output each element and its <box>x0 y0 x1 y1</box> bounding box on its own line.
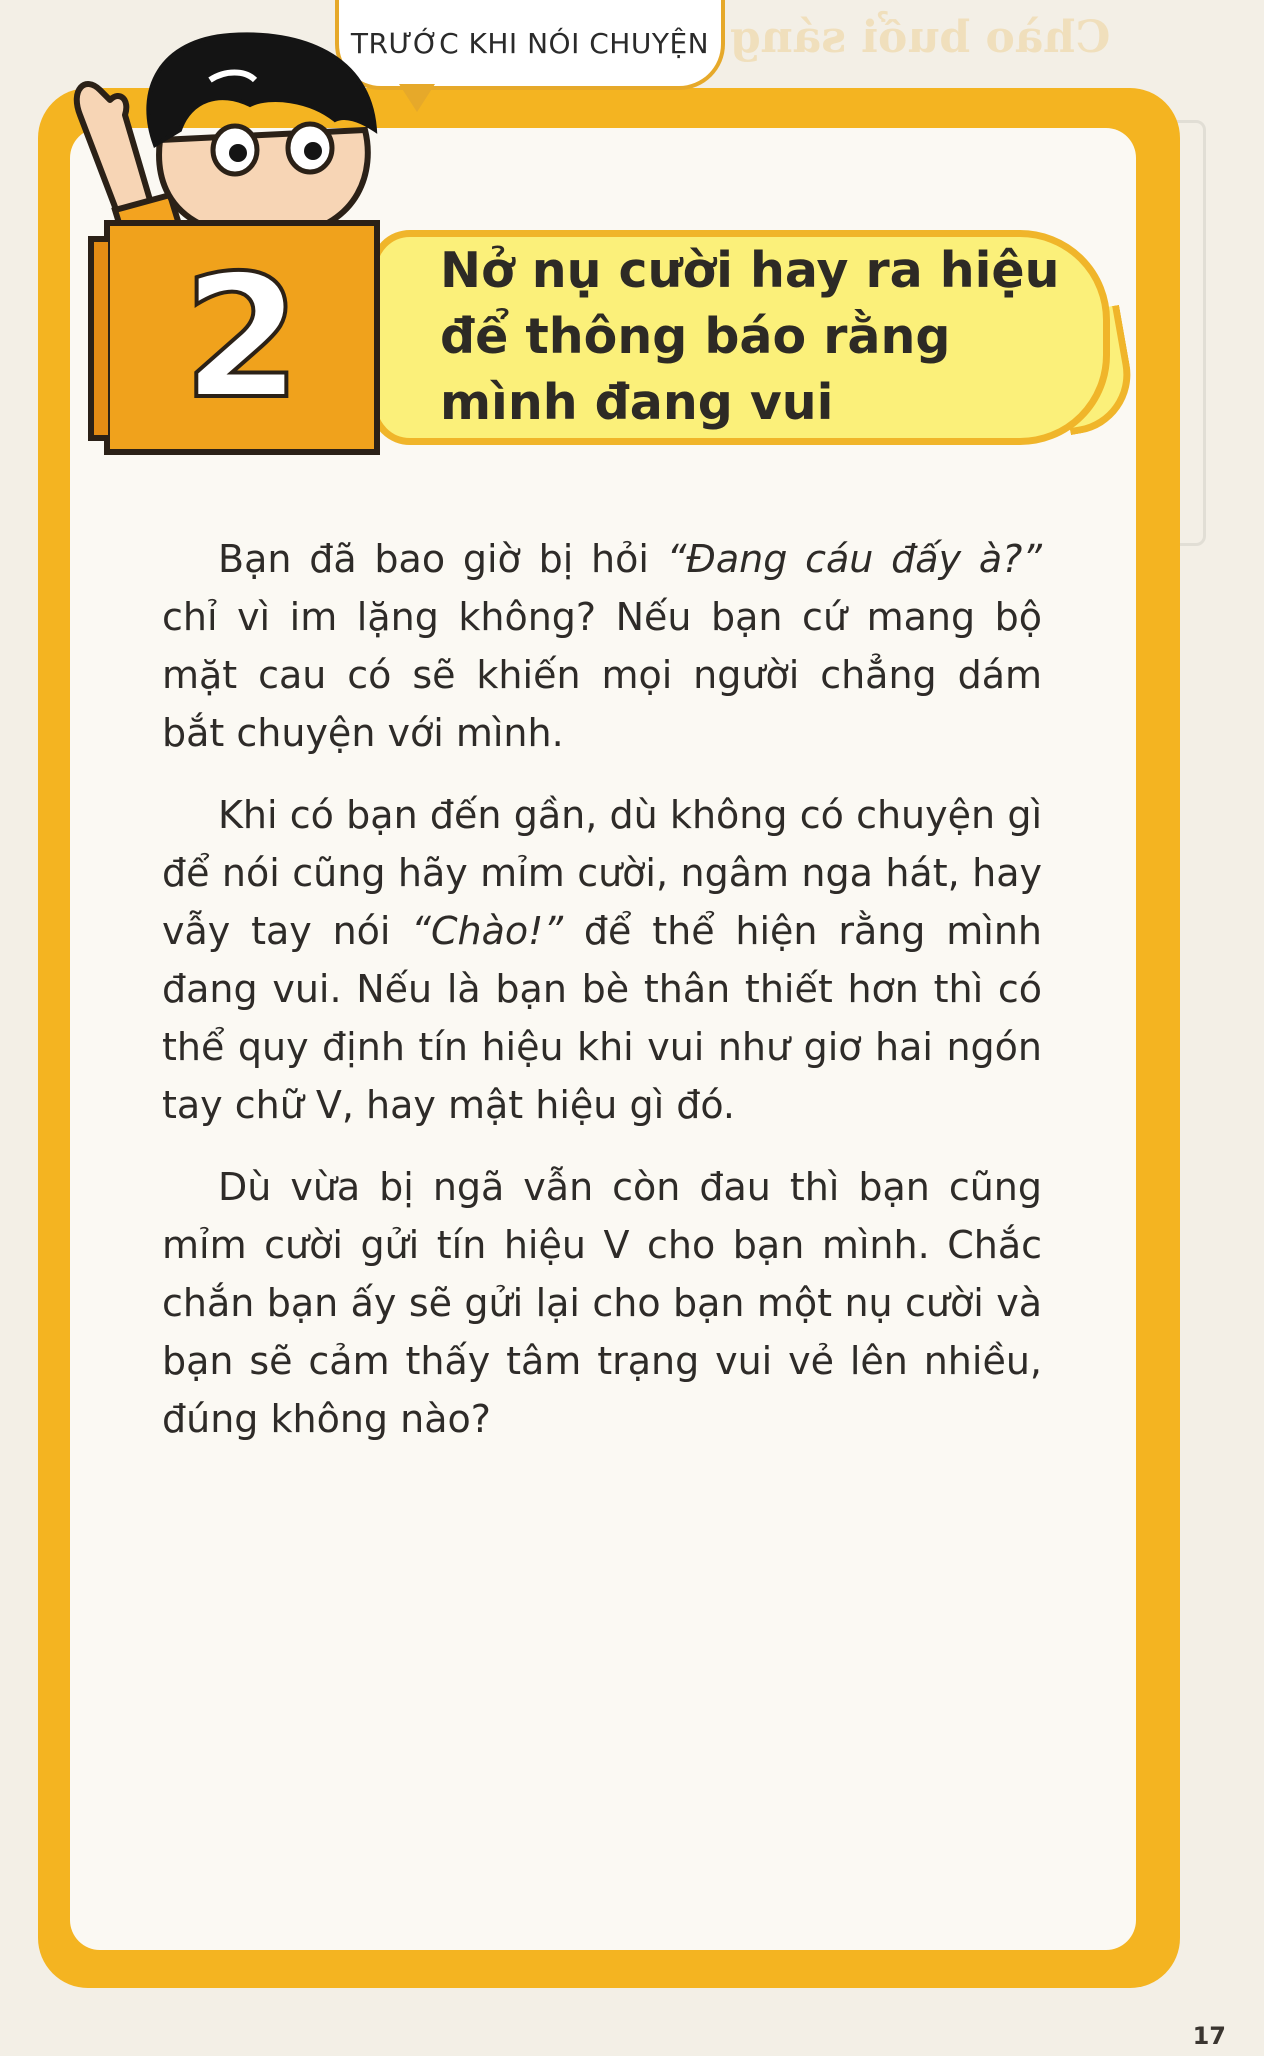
bleed-through-heading: Chào buổi sáng <box>730 12 1111 63</box>
tip-title-line: để thông báo rằng <box>440 308 951 365</box>
tip-title-line: Nở nụ cười hay ra hiệu <box>440 242 1060 299</box>
text-run: Bạn đã bao giờ bị hỏi <box>218 537 667 581</box>
text-run: để thể hiện rằng mình đang vui. Nếu là bạn bè thân thiết hơn thì có thể quy định tín hiệu khi vui như giơ hai ngón tay chữ V, hay mật hiệu gì đó. <box>162 909 1042 1127</box>
tip-title-line: mình đang vui <box>440 374 834 431</box>
tip-title <box>440 238 1080 436</box>
section-label: TRƯỚC KHI NÓI CHUYỆN <box>335 0 725 90</box>
tip-number-board <box>104 220 380 455</box>
paragraph-2 <box>162 786 1042 1134</box>
text-run: chỉ vì im lặng không? Nếu bạn cứ mang bộ mặt cau có sẽ khiến mọi người chẳng dám bắt chuyện với mình. <box>162 595 1042 755</box>
text-run: Khi có bạn đến gần, dù không có chuyện gì để nói cũng hãy mỉm cười, ngâm nga hát, hay vẫy tay nói <box>162 793 1042 953</box>
quoted-phrase: “Đang cáu đấy à?” <box>666 537 1042 581</box>
paragraph-3: Dù vừa bị ngã vẫn còn đau thì bạn cũng mỉm cười gửi tín hiệu V cho bạn mình. Chắc chắn bạn ấy sẽ gửi lại cho bạn một nụ cười và bạn sẽ cảm thấy tâm trạng vui vẻ lên nhiều, đúng không nào? <box>162 1165 1042 1441</box>
body-text <box>162 530 1042 1472</box>
paragraph-1 <box>162 530 1042 762</box>
page-number: 17 <box>1192 2022 1226 2050</box>
quoted-phrase: “Chào!” <box>411 909 564 953</box>
tip-number: 2 <box>182 238 302 437</box>
